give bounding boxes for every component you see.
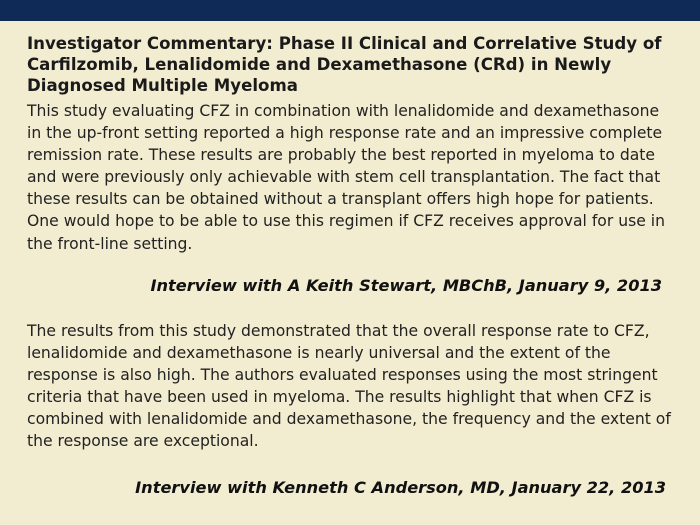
top-banner-bar — [0, 0, 700, 21]
commentary-paragraph-1: This study evaluating CFZ in combination with lenalidomide and dexamethasone in the up-front setting reported a high response rate and an impressive complete remission rate. These results are probably the best reported in myeloma to date and were previously only achievable with stem cell transplantation. The fact that these results can be obtained without a transplant offers high hope for patients. One would hope to be able to use this regimen if CFZ receives approval for use in the front-line setting. — [27, 102, 665, 253]
slide-title: Investigator Commentary: Phase II Clinical and Correlative Study of Carfilzomib, Lenalidomide and Dexamethasone (CRd) in Newly Diagnosed Multiple Myeloma — [27, 34, 662, 95]
commentary-attribution-1: Interview with A Keith Stewart, MBChB, January 9, 2013 — [150, 276, 662, 295]
commentary-attribution-2: Interview with Kenneth C Anderson, MD, January 22, 2013 — [135, 478, 666, 497]
commentary-paragraph-2: The results from this study demonstrated that the overall response rate to CFZ, lenalidomide and dexamethasone is nearly universal and the extent of the response is also high. The authors evaluated responses using the most stringent criteria that have been used in myeloma. The results highlight that when CFZ is combined with lenalidomide and dexamethasone, the frequency and the extent of the response are exceptional. — [27, 322, 671, 451]
